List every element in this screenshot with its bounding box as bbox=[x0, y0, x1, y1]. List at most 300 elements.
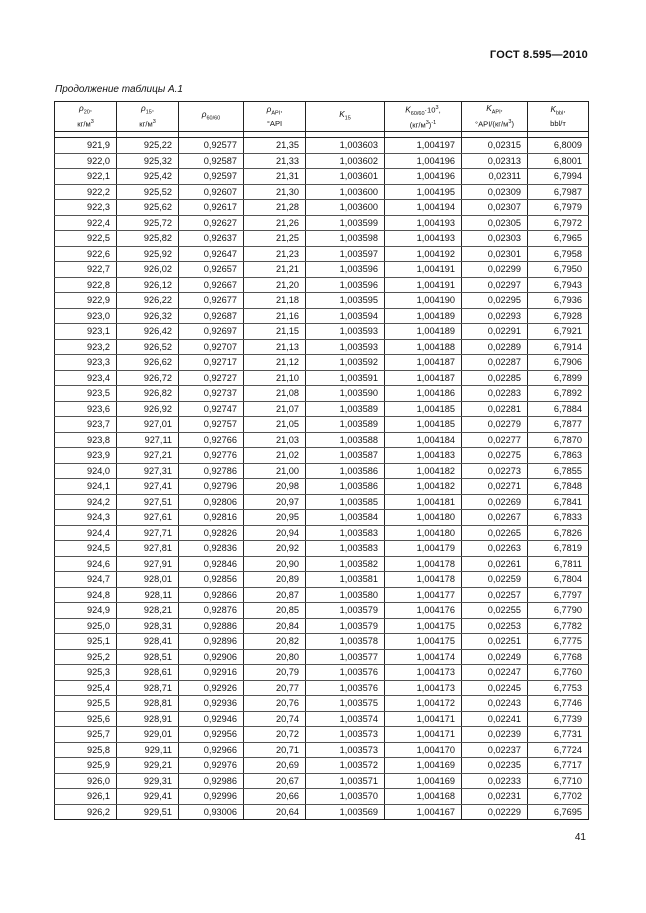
table-cell: 928,21 bbox=[117, 603, 179, 619]
table-cell: 923,2 bbox=[55, 339, 117, 355]
table-cell: 1,004173 bbox=[385, 665, 462, 681]
table-cell: 0,02249 bbox=[462, 649, 528, 665]
table-row bbox=[55, 572, 589, 588]
table-cell: 925,9 bbox=[55, 758, 117, 774]
table-cell: 20,94 bbox=[244, 525, 306, 541]
table-cell: 0,02283 bbox=[462, 386, 528, 402]
table-row bbox=[55, 277, 589, 293]
table-cell: 0,92806 bbox=[179, 494, 244, 510]
table-cell: 20,74 bbox=[244, 711, 306, 727]
table-cell: 0,02287 bbox=[462, 355, 528, 371]
table-cell: 1,003600 bbox=[306, 200, 385, 216]
table-row bbox=[55, 510, 589, 526]
table-row bbox=[55, 463, 589, 479]
table-body bbox=[55, 138, 589, 820]
table-cell: 1,004169 bbox=[385, 773, 462, 789]
table-cell: 6,7979 bbox=[528, 200, 589, 216]
table-cell: 925,22 bbox=[117, 138, 179, 154]
table-cell: 924,0 bbox=[55, 463, 117, 479]
table-cell: 0,92727 bbox=[179, 370, 244, 386]
table-cell: 0,02295 bbox=[462, 293, 528, 309]
table-cell: 927,71 bbox=[117, 525, 179, 541]
table-cell: 0,92657 bbox=[179, 262, 244, 278]
table-cell: 6,7855 bbox=[528, 463, 589, 479]
table-cell: 20,90 bbox=[244, 556, 306, 572]
table-cell: 0,02257 bbox=[462, 587, 528, 603]
table-cell: 20,76 bbox=[244, 696, 306, 712]
table-cell: 0,02277 bbox=[462, 432, 528, 448]
table-cell: 0,92776 bbox=[179, 448, 244, 464]
table-cell: 926,22 bbox=[117, 293, 179, 309]
table-row bbox=[55, 432, 589, 448]
table-cell: 923,4 bbox=[55, 370, 117, 386]
table-cell: 1,003592 bbox=[306, 355, 385, 371]
header-k-bbl: $K_{bbl}$, bbl/т bbox=[528, 102, 589, 132]
table-cell: 1,004182 bbox=[385, 479, 462, 495]
table-cell: 926,2 bbox=[55, 804, 117, 820]
table-cell: 923,7 bbox=[55, 417, 117, 433]
table-cell: 929,51 bbox=[117, 804, 179, 820]
table-cell: 0,92966 bbox=[179, 742, 244, 758]
table-cell: 1,003581 bbox=[306, 572, 385, 588]
table-cell: 0,92796 bbox=[179, 479, 244, 495]
header-k-api: $K_{API}$, $^\circ API/(кг/м^3)$ bbox=[462, 102, 528, 132]
table-cell: 6,7775 bbox=[528, 634, 589, 650]
table-row bbox=[55, 680, 589, 696]
table-row bbox=[55, 169, 589, 185]
table-cell: 926,72 bbox=[117, 370, 179, 386]
table-row bbox=[55, 665, 589, 681]
table-row bbox=[55, 603, 589, 619]
table-cell: 929,01 bbox=[117, 727, 179, 743]
table-cell: 1,004187 bbox=[385, 355, 462, 371]
table-cell: 0,92836 bbox=[179, 541, 244, 557]
table-cell: 21,03 bbox=[244, 432, 306, 448]
table-cell: 0,02267 bbox=[462, 510, 528, 526]
table-cell: 0,92597 bbox=[179, 169, 244, 185]
table-row bbox=[55, 758, 589, 774]
table-cell: 1,003588 bbox=[306, 432, 385, 448]
table-cell: 0,92886 bbox=[179, 618, 244, 634]
table-cell: 927,01 bbox=[117, 417, 179, 433]
table-cell: 6,7782 bbox=[528, 618, 589, 634]
table-cell: 1,003599 bbox=[306, 215, 385, 231]
table-row bbox=[55, 355, 589, 371]
table-cell: 0,02245 bbox=[462, 680, 528, 696]
table-cell: 1,004180 bbox=[385, 510, 462, 526]
table-cell: 1,004193 bbox=[385, 215, 462, 231]
table-cell: 21,08 bbox=[244, 386, 306, 402]
table-cell: 21,30 bbox=[244, 184, 306, 200]
table-cell: 1,004191 bbox=[385, 262, 462, 278]
table-row bbox=[55, 339, 589, 355]
table-cell: 1,004170 bbox=[385, 742, 462, 758]
table-row bbox=[55, 494, 589, 510]
table-cell: 922,7 bbox=[55, 262, 117, 278]
table-cell: 925,92 bbox=[117, 246, 179, 262]
table-cell: 926,12 bbox=[117, 277, 179, 293]
table-cell: 1,004172 bbox=[385, 696, 462, 712]
table-cell: 1,003589 bbox=[306, 417, 385, 433]
table-cell: 1,004191 bbox=[385, 277, 462, 293]
table-cell: 923,3 bbox=[55, 355, 117, 371]
table-cell: 6,7921 bbox=[528, 324, 589, 340]
table-cell: 1,003576 bbox=[306, 680, 385, 696]
table-row bbox=[55, 711, 589, 727]
table-cell: 926,0 bbox=[55, 773, 117, 789]
table-cell: 6,7848 bbox=[528, 479, 589, 495]
table-cell: 1,004178 bbox=[385, 572, 462, 588]
table-cell: 0,92976 bbox=[179, 758, 244, 774]
table-cell: 20,72 bbox=[244, 727, 306, 743]
table-cell: 1,003572 bbox=[306, 758, 385, 774]
table-cell: 20,69 bbox=[244, 758, 306, 774]
table-cell: 20,84 bbox=[244, 618, 306, 634]
table-cell: 1,003577 bbox=[306, 649, 385, 665]
table-cell: 0,02301 bbox=[462, 246, 528, 262]
table-cell: 0,02263 bbox=[462, 541, 528, 557]
table-cell: 20,92 bbox=[244, 541, 306, 557]
table-cell: 1,004167 bbox=[385, 804, 462, 820]
table-row bbox=[55, 184, 589, 200]
table-cell: 923,8 bbox=[55, 432, 117, 448]
table-cell: 1,003594 bbox=[306, 308, 385, 324]
table-cell: 923,9 bbox=[55, 448, 117, 464]
table-row bbox=[55, 742, 589, 758]
table-cell: 928,91 bbox=[117, 711, 179, 727]
table-cell: 1,003591 bbox=[306, 370, 385, 386]
table-cell: 929,11 bbox=[117, 742, 179, 758]
table-cell: 1,003596 bbox=[306, 262, 385, 278]
table-row bbox=[55, 525, 589, 541]
table-cell: 0,92856 bbox=[179, 572, 244, 588]
table-cell: 1,003603 bbox=[306, 138, 385, 154]
table-cell: 1,004187 bbox=[385, 370, 462, 386]
table-cell: 1,003578 bbox=[306, 634, 385, 650]
table-cell: 927,31 bbox=[117, 463, 179, 479]
table-cell: 0,02259 bbox=[462, 572, 528, 588]
table-cell: 6,7884 bbox=[528, 401, 589, 417]
table-cell: 0,02291 bbox=[462, 324, 528, 340]
table-cell: 924,1 bbox=[55, 479, 117, 495]
table-cell: 921,9 bbox=[55, 138, 117, 154]
table-cell: 1,003601 bbox=[306, 169, 385, 185]
table-cell: 6,7739 bbox=[528, 711, 589, 727]
table-cell: 21,33 bbox=[244, 153, 306, 169]
table-cell: 20,95 bbox=[244, 510, 306, 526]
table-cell: 926,92 bbox=[117, 401, 179, 417]
table-cell: 1,003586 bbox=[306, 479, 385, 495]
table-cell: 21,16 bbox=[244, 308, 306, 324]
table-cell: 21,07 bbox=[244, 401, 306, 417]
table-cell: 6,7914 bbox=[528, 339, 589, 355]
table-cell: 924,4 bbox=[55, 525, 117, 541]
table-cell: 925,72 bbox=[117, 215, 179, 231]
table-row bbox=[55, 138, 589, 154]
table-cell: 0,02315 bbox=[462, 138, 528, 154]
table-cell: 0,02273 bbox=[462, 463, 528, 479]
table-cell: 925,4 bbox=[55, 680, 117, 696]
table-cell: 6,7928 bbox=[528, 308, 589, 324]
table-row bbox=[55, 634, 589, 650]
table-cell: 20,89 bbox=[244, 572, 306, 588]
table-cell: 0,92816 bbox=[179, 510, 244, 526]
table-row bbox=[55, 215, 589, 231]
table-cell: 20,97 bbox=[244, 494, 306, 510]
table-cell: 1,003574 bbox=[306, 711, 385, 727]
table-cell: 1,003571 bbox=[306, 773, 385, 789]
table-row bbox=[55, 696, 589, 712]
table-header-row bbox=[55, 102, 589, 132]
table-cell: 1,004196 bbox=[385, 169, 462, 185]
table-cell: 1,003569 bbox=[306, 804, 385, 820]
table-cell: 1,004173 bbox=[385, 680, 462, 696]
table-cell: 21,23 bbox=[244, 246, 306, 262]
table-cell: 923,0 bbox=[55, 308, 117, 324]
table-cell: 1,004192 bbox=[385, 246, 462, 262]
table-cell: 1,004184 bbox=[385, 432, 462, 448]
table-cell: 0,92896 bbox=[179, 634, 244, 650]
table-cell: 927,61 bbox=[117, 510, 179, 526]
table-cell: 928,51 bbox=[117, 649, 179, 665]
table-cell: 0,92846 bbox=[179, 556, 244, 572]
table-cell: 0,02255 bbox=[462, 603, 528, 619]
table-cell: 6,7958 bbox=[528, 246, 589, 262]
table-cell: 1,003593 bbox=[306, 339, 385, 355]
table-cell: 928,01 bbox=[117, 572, 179, 588]
table-cell: 924,2 bbox=[55, 494, 117, 510]
table-cell: 20,66 bbox=[244, 789, 306, 805]
page-number: 41 bbox=[574, 832, 586, 843]
header-rho6060: $\rho_{60/60}$ bbox=[179, 102, 244, 132]
table-cell: 1,003602 bbox=[306, 153, 385, 169]
table-cell: 1,003597 bbox=[306, 246, 385, 262]
table-cell: 926,82 bbox=[117, 386, 179, 402]
table-cell: 0,93006 bbox=[179, 804, 244, 820]
table-cell: 0,02239 bbox=[462, 727, 528, 743]
table-row bbox=[55, 618, 589, 634]
table-cell: 0,92996 bbox=[179, 789, 244, 805]
table-cell: 0,02289 bbox=[462, 339, 528, 355]
table-cell: 1,003570 bbox=[306, 789, 385, 805]
table-cell: 0,92826 bbox=[179, 525, 244, 541]
table-cell: 1,004193 bbox=[385, 231, 462, 247]
table-cell: 1,004189 bbox=[385, 324, 462, 340]
table-cell: 1,004175 bbox=[385, 634, 462, 650]
table-cell: 6,7811 bbox=[528, 556, 589, 572]
table-cell: 0,92766 bbox=[179, 432, 244, 448]
table-cell: 0,02297 bbox=[462, 277, 528, 293]
table-cell: 0,02293 bbox=[462, 308, 528, 324]
table-cell: 0,92677 bbox=[179, 293, 244, 309]
table-cell: 0,02241 bbox=[462, 711, 528, 727]
table-cell: 1,003584 bbox=[306, 510, 385, 526]
table-cell: 1,004188 bbox=[385, 339, 462, 355]
table-cell: 1,004195 bbox=[385, 184, 462, 200]
table-cell: 1,004197 bbox=[385, 138, 462, 154]
table-cell: 925,42 bbox=[117, 169, 179, 185]
table-cell: 1,003575 bbox=[306, 696, 385, 712]
table-cell: 922,8 bbox=[55, 277, 117, 293]
table-cell: 6,7863 bbox=[528, 448, 589, 464]
table-cell: 1,004180 bbox=[385, 525, 462, 541]
table-row bbox=[55, 789, 589, 805]
table-cell: 0,02233 bbox=[462, 773, 528, 789]
table-cell: 21,26 bbox=[244, 215, 306, 231]
table-cell: 926,32 bbox=[117, 308, 179, 324]
table-cell: 6,7717 bbox=[528, 758, 589, 774]
table-cell: 1,003573 bbox=[306, 742, 385, 758]
table-cell: 926,52 bbox=[117, 339, 179, 355]
table-cell: 20,71 bbox=[244, 742, 306, 758]
table-cell: 0,02253 bbox=[462, 618, 528, 634]
table-cell: 925,6 bbox=[55, 711, 117, 727]
table-cell: 927,81 bbox=[117, 541, 179, 557]
table-cell: 0,02229 bbox=[462, 804, 528, 820]
table-cell: 6,7826 bbox=[528, 525, 589, 541]
table-cell: 1,004186 bbox=[385, 386, 462, 402]
table-cell: 6,7760 bbox=[528, 665, 589, 681]
table-cell: 1,003589 bbox=[306, 401, 385, 417]
table-row bbox=[55, 541, 589, 557]
table-cell: 924,5 bbox=[55, 541, 117, 557]
table-cell: 0,92627 bbox=[179, 215, 244, 231]
table-cell: 0,92906 bbox=[179, 649, 244, 665]
table-row bbox=[55, 556, 589, 572]
table-cell: 922,2 bbox=[55, 184, 117, 200]
table-cell: 928,61 bbox=[117, 665, 179, 681]
table-cell: 925,32 bbox=[117, 153, 179, 169]
table-cell: 927,51 bbox=[117, 494, 179, 510]
table-cell: 6,7943 bbox=[528, 277, 589, 293]
table-cell: 0,92946 bbox=[179, 711, 244, 727]
table-cell: 0,02313 bbox=[462, 153, 528, 169]
table-cell: 926,02 bbox=[117, 262, 179, 278]
table-cell: 21,13 bbox=[244, 339, 306, 355]
table-cell: 1,003579 bbox=[306, 618, 385, 634]
table-cell: 929,21 bbox=[117, 758, 179, 774]
table-cell: 1,003593 bbox=[306, 324, 385, 340]
table-cell: 20,87 bbox=[244, 587, 306, 603]
table-row bbox=[55, 417, 589, 433]
table-cell: 21,31 bbox=[244, 169, 306, 185]
document-code: ГОСТ 8.595—2010 bbox=[489, 49, 588, 61]
table-cell: 0,92786 bbox=[179, 463, 244, 479]
table-cell: 1,003595 bbox=[306, 293, 385, 309]
table-row bbox=[55, 324, 589, 340]
table-cell: 0,92926 bbox=[179, 680, 244, 696]
table-cell: 6,7833 bbox=[528, 510, 589, 526]
table-cell: 926,42 bbox=[117, 324, 179, 340]
table-cell: 929,31 bbox=[117, 773, 179, 789]
table-cell: 6,7724 bbox=[528, 742, 589, 758]
table-cell: 924,3 bbox=[55, 510, 117, 526]
table-cell: 0,92956 bbox=[179, 727, 244, 743]
table-cell: 21,35 bbox=[244, 138, 306, 154]
table-cell: 0,92637 bbox=[179, 231, 244, 247]
table-cell: 927,91 bbox=[117, 556, 179, 572]
table-cell: 20,79 bbox=[244, 665, 306, 681]
table-cell: 6,7994 bbox=[528, 169, 589, 185]
table-cell: 0,02281 bbox=[462, 401, 528, 417]
table-cell: 1,004182 bbox=[385, 463, 462, 479]
table-cell: 1,004196 bbox=[385, 153, 462, 169]
table-cell: 0,92687 bbox=[179, 308, 244, 324]
table-cell: 0,92717 bbox=[179, 355, 244, 371]
table-cell: 928,11 bbox=[117, 587, 179, 603]
table-cell: 6,7746 bbox=[528, 696, 589, 712]
table-cell: 1,004181 bbox=[385, 494, 462, 510]
table-row bbox=[55, 370, 589, 386]
table-cell: 928,81 bbox=[117, 696, 179, 712]
table-cell: 0,02309 bbox=[462, 184, 528, 200]
table-cell: 21,20 bbox=[244, 277, 306, 293]
table-cell: 1,003587 bbox=[306, 448, 385, 464]
table-cell: 6,7695 bbox=[528, 804, 589, 820]
table-row bbox=[55, 804, 589, 820]
table-cell: 923,6 bbox=[55, 401, 117, 417]
table-cell: 925,82 bbox=[117, 231, 179, 247]
table-cell: 928,41 bbox=[117, 634, 179, 650]
table-cell: 922,1 bbox=[55, 169, 117, 185]
table-cell: 925,52 bbox=[117, 184, 179, 200]
table-cell: 21,18 bbox=[244, 293, 306, 309]
table-cell: 1,004169 bbox=[385, 758, 462, 774]
table-cell: 925,7 bbox=[55, 727, 117, 743]
table-cell: 0,02279 bbox=[462, 417, 528, 433]
table-cell: 0,02311 bbox=[462, 169, 528, 185]
table-cell: 927,21 bbox=[117, 448, 179, 464]
header-rho-api: $\rho_{API}$, °API bbox=[244, 102, 306, 132]
table-cell: 6,7731 bbox=[528, 727, 589, 743]
table-cell: 6,7899 bbox=[528, 370, 589, 386]
table-row bbox=[55, 153, 589, 169]
table-cell: 1,004171 bbox=[385, 711, 462, 727]
header-k6060: $K_{60/60}\cdot 10^3$, $(кг/м^3)^{-1}$ bbox=[385, 102, 462, 132]
table-cell: 925,62 bbox=[117, 200, 179, 216]
table-cell: 20,67 bbox=[244, 773, 306, 789]
table-cell: 20,85 bbox=[244, 603, 306, 619]
table-cell: 0,02303 bbox=[462, 231, 528, 247]
table-cell: 6,7892 bbox=[528, 386, 589, 402]
table-row bbox=[55, 727, 589, 743]
table-cell: 1,003596 bbox=[306, 277, 385, 293]
table-cell: 1,003585 bbox=[306, 494, 385, 510]
table-row bbox=[55, 308, 589, 324]
table-cell: 0,92577 bbox=[179, 138, 244, 154]
table-cell: 922,3 bbox=[55, 200, 117, 216]
table-cell: 6,8009 bbox=[528, 138, 589, 154]
table-cell: 0,92707 bbox=[179, 339, 244, 355]
table-cell: 6,7950 bbox=[528, 262, 589, 278]
table-cell: 922,0 bbox=[55, 153, 117, 169]
table-cell: 925,8 bbox=[55, 742, 117, 758]
table-row bbox=[55, 200, 589, 216]
table-cell: 6,7804 bbox=[528, 572, 589, 588]
table-cell: 0,02237 bbox=[462, 742, 528, 758]
table-cell: 1,004178 bbox=[385, 556, 462, 572]
table-cell: 1,003580 bbox=[306, 587, 385, 603]
table-cell: 6,7753 bbox=[528, 680, 589, 696]
table-cell: 0,02243 bbox=[462, 696, 528, 712]
table-cell: 922,5 bbox=[55, 231, 117, 247]
table-cell: 1,003598 bbox=[306, 231, 385, 247]
table-cell: 925,3 bbox=[55, 665, 117, 681]
table-cell: 0,92757 bbox=[179, 417, 244, 433]
table-cell: 929,41 bbox=[117, 789, 179, 805]
table-cell: 6,7936 bbox=[528, 293, 589, 309]
table-cell: 0,02307 bbox=[462, 200, 528, 216]
